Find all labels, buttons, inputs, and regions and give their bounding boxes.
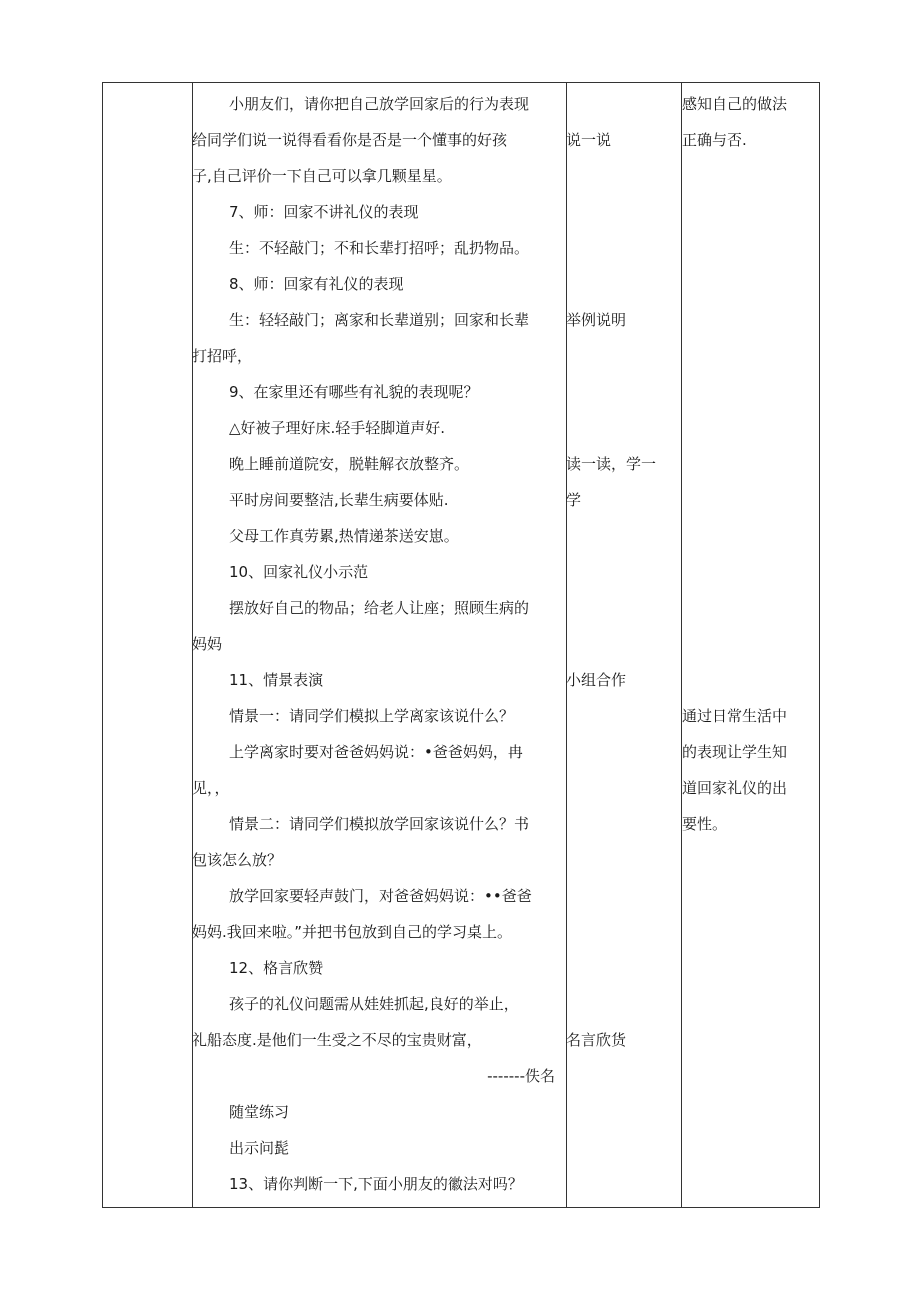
- text-line: 妈妈: [192, 635, 223, 653]
- method-text: 读一读，学一: [566, 455, 657, 473]
- text-line: 小朋友们，请你把自己放学回家后的行为表现: [229, 95, 530, 113]
- text-line: 孩子的礼仪问题需从娃娃抓起,良好的举止，: [229, 995, 519, 1013]
- step-heading: 10、回家礼仪小示范: [229, 563, 369, 581]
- method-text: 举例说明: [566, 311, 627, 329]
- text-line: 随堂练习: [229, 1103, 290, 1121]
- method-text: 名言欣货: [566, 1031, 627, 1049]
- text-line: 出示问髭: [229, 1139, 290, 1157]
- text-line: 情景一：请同学们模拟上学离家该说什么？: [229, 707, 515, 725]
- method-text: 说一说: [566, 131, 612, 149]
- intent-text: 道回家礼仪的出: [682, 779, 788, 797]
- text-line: 情景二：请同学们模拟放学回家该说什么？书: [229, 815, 530, 833]
- text-line: △好被子理好床.轻手轻脚道声好.: [229, 419, 446, 437]
- text-line: 生：轻轻敲门；离家和长辈道别；回家和长辈: [229, 311, 530, 329]
- text-line: 生：不轻敲门；不和长辈打招呼；乱扔物品。: [229, 239, 530, 257]
- text-line: 见，，: [192, 779, 230, 797]
- text-line: 父母工作真劳累,热情递茶送安崽。: [229, 527, 459, 545]
- quote-attribution: -------佚名: [487, 1067, 555, 1085]
- text-line: 摆放好自己的物品；给老人让座；照顾生病的: [229, 599, 530, 617]
- step-heading: 11、情景表演: [229, 671, 324, 689]
- text-line: 礼船态度.是他们一生受之不尽的宝贵财富，: [192, 1031, 482, 1049]
- step-heading: 9、在家里还有哪些有礼貌的表现呢？: [229, 383, 479, 401]
- intent-text: 正确与否.: [682, 131, 747, 149]
- step-heading: 13、请你判断一下,下面小朋友的徽法对吗？: [229, 1175, 523, 1193]
- method-text: 小组合作: [566, 671, 627, 689]
- method-text: 学: [566, 491, 582, 509]
- intent-text: 感知自己的做法: [682, 95, 788, 113]
- column-divider: [681, 83, 682, 1207]
- text-line: 晚上睡前道院安，脱鞋解衣放整齐。: [229, 455, 470, 473]
- step-heading: 12、格言欣赞: [229, 959, 324, 977]
- intent-text: 通过日常生活中: [682, 707, 788, 725]
- intent-text: 要性。: [682, 815, 728, 833]
- text-line: 包该怎么放？: [192, 851, 283, 869]
- step-heading: 8、师：回家有礼仪的表现: [229, 275, 404, 293]
- text-line: 妈妈.我回来啦。”并把书包放到自己的学习桌上。: [192, 923, 513, 941]
- step-heading: 7、师：回家不讲礼仪的表现: [229, 203, 419, 221]
- text-line: 放学回家要轻声鼓门，对爸爸妈妈说：••爸爸: [229, 887, 532, 905]
- text-line: 子,自己评价一下自己可以拿几颗星星。: [192, 167, 452, 185]
- intent-text: 的表现让学生知: [682, 743, 788, 761]
- text-line: 打招呼，: [192, 347, 253, 365]
- text-line: 平时房间要整洁,长辈生病要体贴.: [229, 491, 449, 509]
- text-line: 上学离家时要对爸爸妈妈说：•爸爸妈妈，冉: [229, 743, 523, 761]
- text-line: 给同学们说一说得看看你是否是一个懂事的好孩: [192, 131, 508, 149]
